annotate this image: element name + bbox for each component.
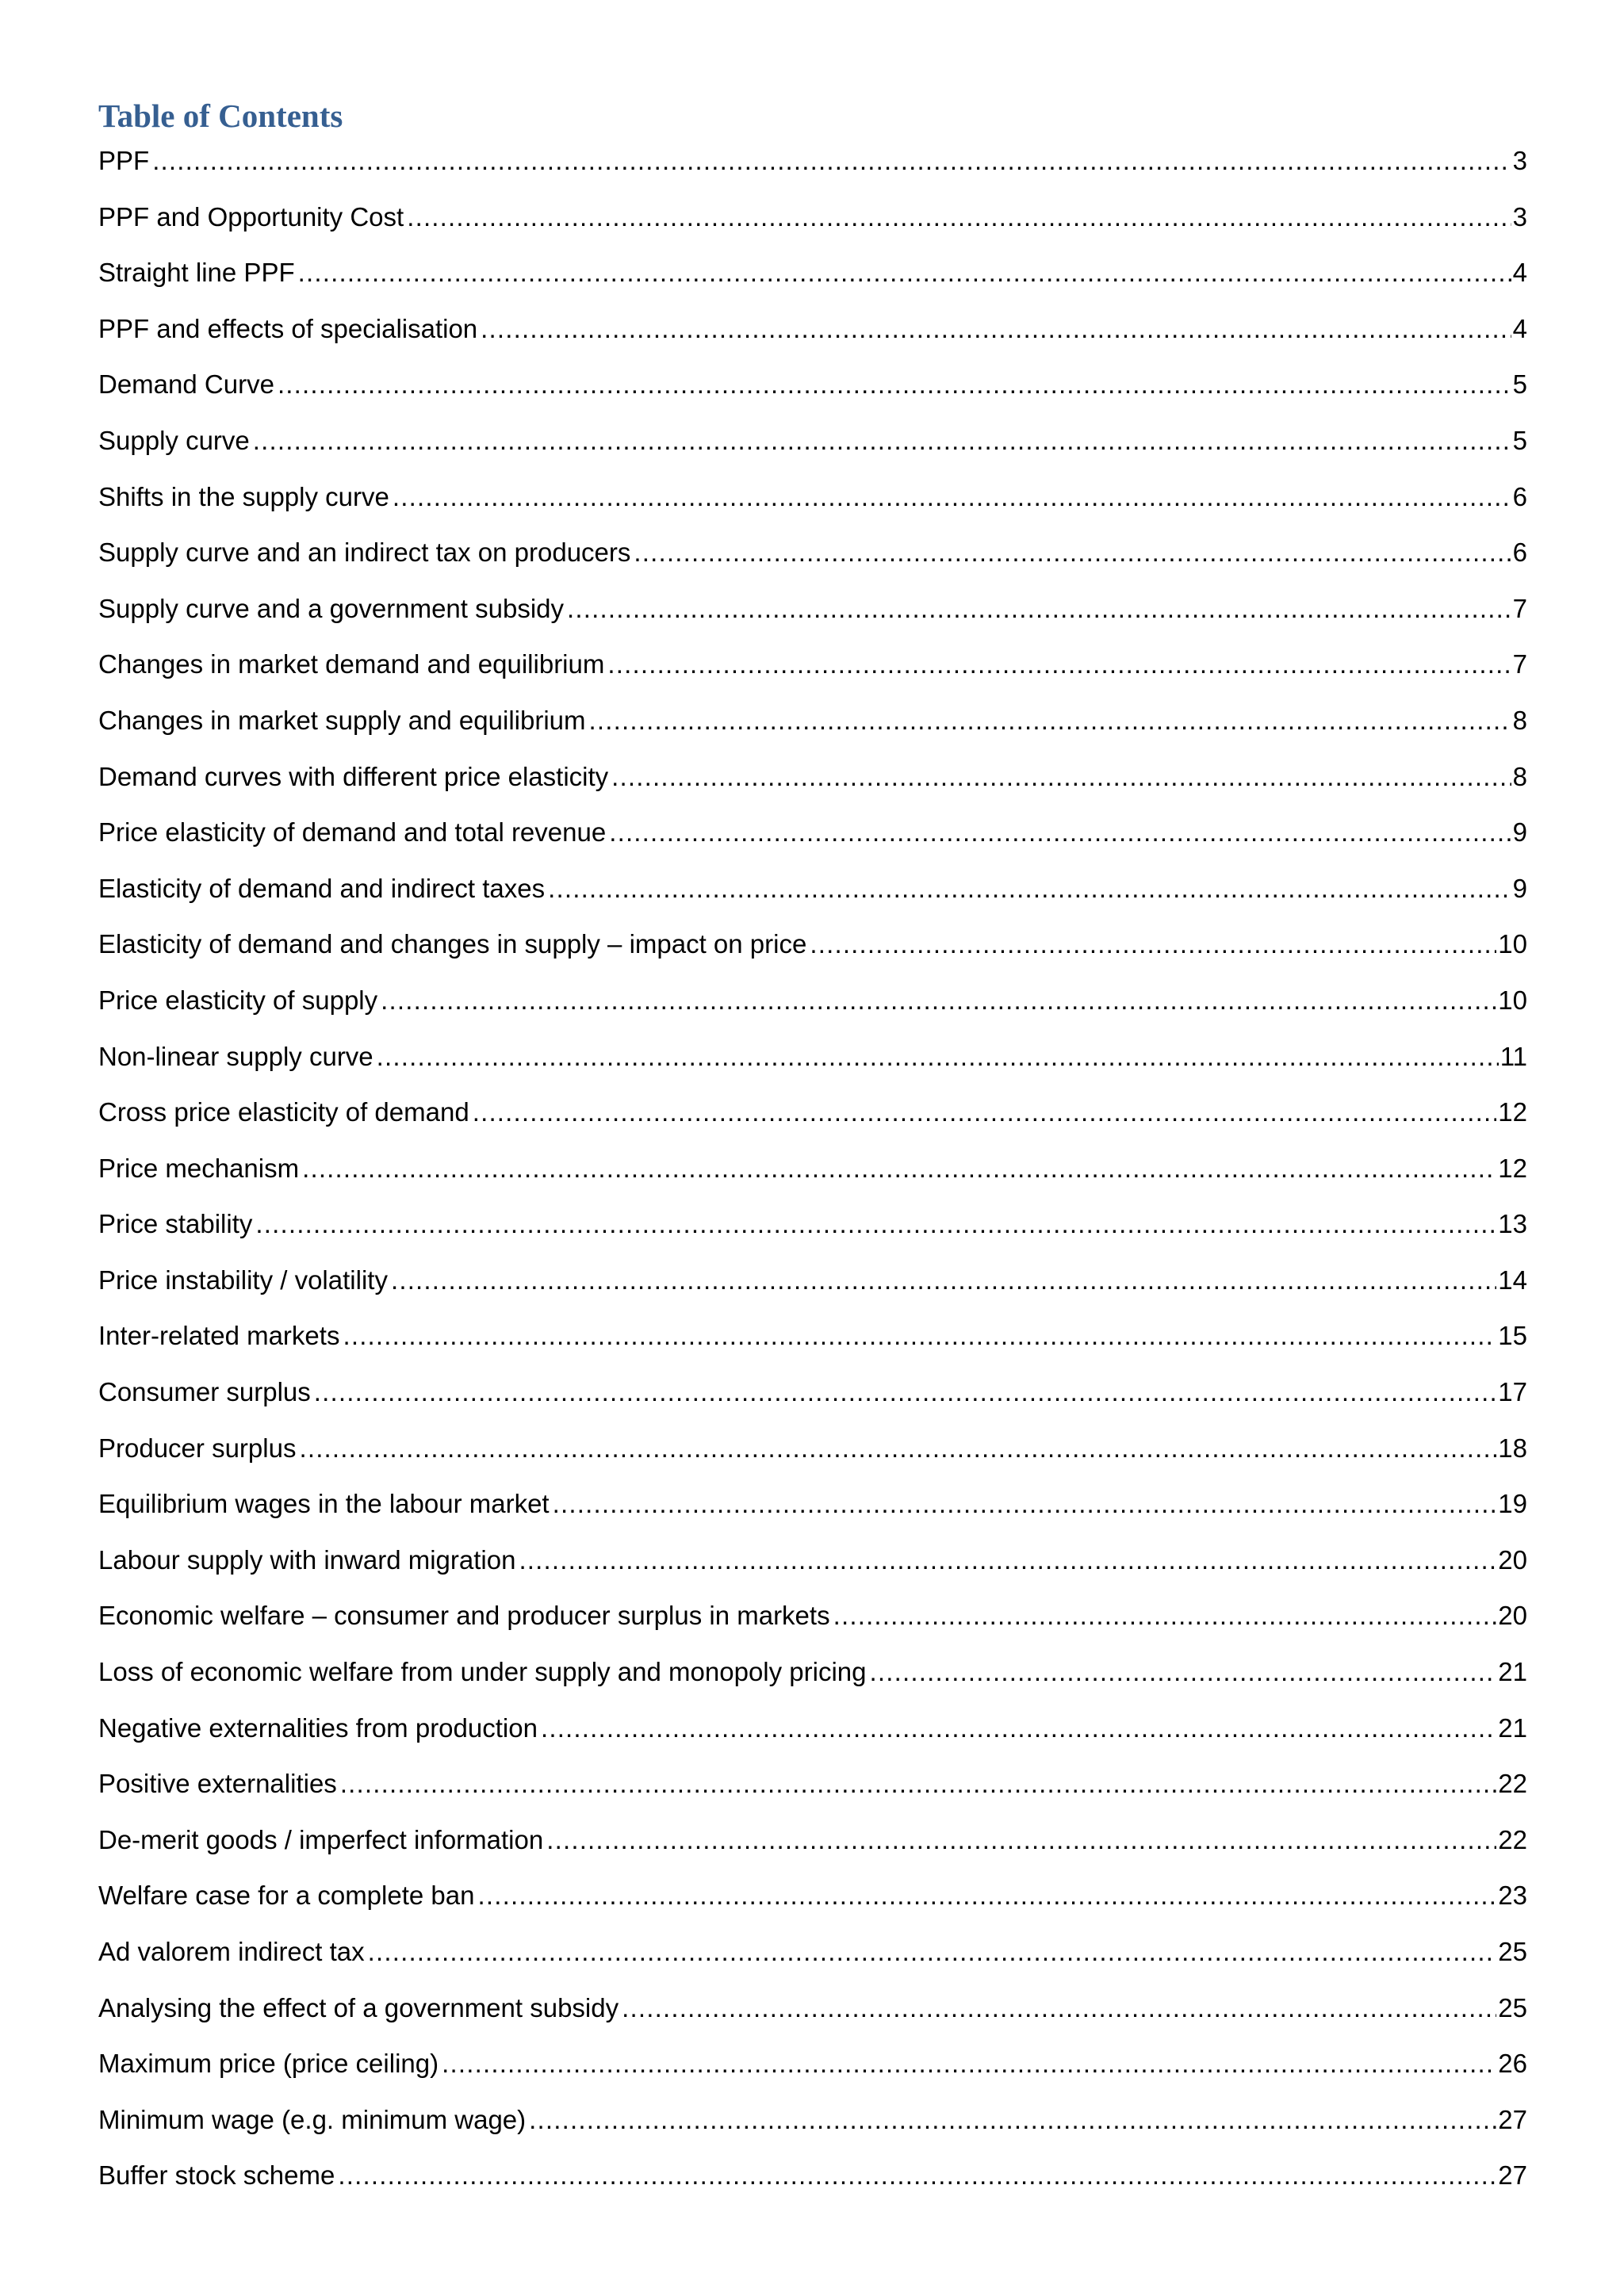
toc-entry[interactable] — [98, 1980, 1527, 2037]
toc-entry[interactable] — [98, 693, 1527, 749]
toc-dot-leader — [529, 2092, 1496, 2149]
toc-entry-label[interactable]: Negative externalities from production — [98, 1712, 538, 1743]
toc-entry-page-number[interactable]: 12 — [1498, 1097, 1527, 1127]
toc-entry-label[interactable]: Ad valorem indirect tax — [98, 1937, 365, 1966]
toc-entry[interactable] — [98, 1421, 1527, 1477]
toc-dot-leader — [870, 1644, 1497, 1701]
toc-entry-label[interactable]: Consumer surplus — [98, 1377, 311, 1407]
toc-entry[interactable] — [98, 1868, 1527, 1924]
toc-entry-page-number[interactable]: 6 — [1512, 481, 1527, 511]
toc-entry-page-number[interactable]: 14 — [1498, 1265, 1527, 1295]
toc-entry-page-number[interactable]: 26 — [1498, 2049, 1527, 2079]
toc-entry-page-number[interactable]: 4 — [1512, 258, 1527, 288]
toc-entry[interactable] — [98, 1085, 1527, 1141]
toc-dot-leader — [553, 1476, 1497, 1533]
toc-entry-label[interactable]: Price elasticity of demand and total revenue — [98, 817, 607, 848]
toc-entry-page-number[interactable]: 6 — [1512, 538, 1527, 568]
toc-list — [98, 133, 1527, 2204]
toc-entry-page-number[interactable]: 4 — [1512, 313, 1527, 343]
toc-entry-label[interactable]: Non-linear supply curve — [98, 1041, 373, 1071]
toc-entry[interactable] — [98, 357, 1527, 413]
toc-entry[interactable] — [98, 581, 1527, 637]
toc-dot-leader — [481, 301, 1511, 358]
toc-entry-label[interactable]: Cross price elasticity of demand — [98, 1097, 469, 1127]
toc-entry-page-number[interactable]: 8 — [1512, 705, 1527, 735]
toc-entry-label[interactable]: Minimum wage (e.g. minimum wage) — [98, 2104, 527, 2134]
toc-entry-label[interactable]: Elasticity of demand and indirect taxes — [98, 873, 546, 903]
toc-entry[interactable] — [98, 301, 1527, 358]
toc-entry-label[interactable]: Elasticity of demand and changes in supply – impact on price — [98, 929, 807, 959]
toc-dot-leader — [407, 189, 1511, 246]
toc-entry-page-number[interactable]: 3 — [1512, 146, 1527, 175]
toc-dot-leader — [833, 1588, 1497, 1644]
toc-entry[interactable] — [98, 133, 1527, 189]
toc-entry[interactable] — [98, 1588, 1527, 1644]
toc-dot-leader — [477, 1868, 1496, 1924]
toc-entry-page-number[interactable]: 10 — [1498, 985, 1527, 1015]
toc-entry-label[interactable]: Price mechanism — [98, 1153, 300, 1183]
toc-dot-leader — [302, 1141, 1496, 1197]
toc-entry-page-number[interactable]: 10 — [1498, 929, 1527, 959]
toc-entry-page-number[interactable]: 17 — [1498, 1377, 1527, 1407]
toc-entry[interactable] — [98, 1812, 1527, 1869]
toc-entry-page-number[interactable]: 22 — [1498, 1824, 1527, 1854]
toc-dot-leader — [393, 469, 1511, 526]
toc-entry-label[interactable]: Maximum price (price ceiling) — [98, 2049, 439, 2079]
toc-entry-page-number[interactable]: 5 — [1512, 369, 1527, 400]
toc-entry-page-number[interactable]: 13 — [1498, 1209, 1527, 1239]
toc-entry-label[interactable]: De-merit goods / imperfect information — [98, 1824, 544, 1854]
toc-dot-leader — [634, 525, 1511, 581]
toc-title: Table of Contents — [98, 98, 343, 134]
toc-dot-leader — [473, 1085, 1497, 1141]
toc-dot-leader — [338, 2148, 1496, 2204]
toc-entry-label[interactable]: Price stability — [98, 1209, 253, 1239]
toc-dot-leader — [299, 1421, 1496, 1477]
toc-entry[interactable] — [98, 973, 1527, 1029]
toc-entry[interactable] — [98, 861, 1527, 917]
toc-entry-label[interactable]: Supply curve and an indirect tax on producers — [98, 538, 631, 568]
toc-entry[interactable] — [98, 1533, 1527, 1589]
toc-dot-leader — [152, 133, 1511, 189]
toc-dot-leader — [810, 916, 1496, 973]
toc-entry[interactable] — [98, 1308, 1527, 1364]
toc-entry[interactable] — [98, 749, 1527, 806]
toc-entry-page-number[interactable]: 8 — [1512, 761, 1527, 791]
toc-entry[interactable] — [98, 1701, 1527, 1757]
toc-entry[interactable] — [98, 1756, 1527, 1812]
toc-entry-page-number[interactable]: 20 — [1498, 1601, 1527, 1631]
toc-dot-leader — [548, 861, 1511, 917]
toc-entry-page-number[interactable]: 5 — [1512, 425, 1527, 455]
toc-entry[interactable] — [98, 245, 1527, 301]
toc-dot-leader — [589, 693, 1511, 749]
toc-entry-page-number[interactable]: 11 — [1500, 1041, 1527, 1071]
toc-entry-label[interactable]: Price instability / volatility — [98, 1265, 388, 1295]
toc-entry[interactable] — [98, 1364, 1527, 1421]
toc-entry-label[interactable]: Welfare case for a complete ban — [98, 1881, 475, 1911]
toc-dot-leader — [255, 1196, 1496, 1253]
toc-entry-page-number[interactable]: 25 — [1498, 1992, 1527, 2022]
toc-entry-label[interactable]: PPF and effects of specialisation — [98, 313, 478, 343]
toc-entry[interactable] — [98, 1253, 1527, 1309]
toc-entry-page-number[interactable]: 19 — [1498, 1489, 1527, 1519]
toc-entry[interactable] — [98, 525, 1527, 581]
toc-dot-leader — [381, 973, 1496, 1029]
toc-dot-leader — [340, 1756, 1496, 1812]
toc-entry-page-number[interactable]: 27 — [1498, 2160, 1527, 2191]
toc-dot-leader — [253, 413, 1511, 469]
toc-entry-page-number[interactable]: 9 — [1512, 873, 1527, 903]
toc-entry-label[interactable]: Analysing the effect of a government subsidy — [98, 1992, 619, 2022]
toc-dot-leader — [609, 805, 1511, 861]
toc-entry-label[interactable]: Straight line PPF — [98, 258, 295, 288]
toc-dot-leader — [278, 357, 1511, 413]
toc-entry[interactable] — [98, 2036, 1527, 2092]
toc-entry-page-number[interactable]: 3 — [1512, 201, 1527, 232]
toc-entry[interactable] — [98, 1644, 1527, 1701]
toc-dot-leader — [298, 245, 1511, 301]
toc-entry[interactable] — [98, 1029, 1527, 1085]
toc-entry-label[interactable]: Shifts in the supply curve — [98, 481, 389, 511]
toc-entry-page-number[interactable]: 12 — [1498, 1153, 1527, 1183]
toc-entry[interactable] — [98, 189, 1527, 246]
toc-entry-label[interactable]: Supply curve and a government subsidy — [98, 593, 565, 623]
toc-entry-page-number[interactable]: 21 — [1498, 1712, 1527, 1743]
toc-dot-leader — [607, 637, 1511, 693]
toc-entry-label[interactable]: Price elasticity of supply — [98, 985, 378, 1015]
toc-entry[interactable] — [98, 1476, 1527, 1533]
toc-entry[interactable] — [98, 469, 1527, 526]
toc-entry-page-number[interactable]: 9 — [1512, 817, 1527, 848]
toc-entry-label[interactable]: Producer surplus — [98, 1433, 297, 1463]
toc-entry-label[interactable]: Positive externalities — [98, 1769, 337, 1799]
toc-dot-leader — [391, 1253, 1496, 1309]
toc-entry[interactable] — [98, 1141, 1527, 1197]
toc-entry-label[interactable]: Labour supply with inward migration — [98, 1544, 516, 1575]
toc-entry-label[interactable]: Changes in market supply and equilibrium — [98, 705, 586, 735]
toc-dot-leader — [611, 749, 1511, 806]
toc-entry[interactable] — [98, 2092, 1527, 2149]
toc-entry-page-number[interactable]: 22 — [1498, 1769, 1527, 1799]
toc-dot-leader — [377, 1029, 1499, 1085]
toc-entry-label[interactable]: Changes in market demand and equilibrium — [98, 649, 605, 679]
toc-entry-label[interactable]: Supply curve — [98, 425, 250, 455]
toc-entry-page-number[interactable]: 7 — [1512, 593, 1527, 623]
toc-entry[interactable] — [98, 2148, 1527, 2204]
toc-entry-label[interactable]: PPF and Opportunity Cost — [98, 201, 404, 232]
toc-dot-leader — [314, 1364, 1497, 1421]
toc-entry[interactable] — [98, 637, 1527, 693]
toc-entry[interactable] — [98, 413, 1527, 469]
toc-dot-leader — [622, 1980, 1496, 2037]
toc-dot-leader — [343, 1308, 1496, 1364]
toc-entry-page-number[interactable]: 25 — [1498, 1937, 1527, 1966]
toc-entry-label[interactable]: Inter-related markets — [98, 1321, 340, 1351]
toc-entry-page-number[interactable]: 7 — [1512, 649, 1527, 679]
toc-entry-label[interactable]: PPF — [98, 146, 150, 175]
toc-entry-page-number[interactable]: 27 — [1498, 2104, 1527, 2134]
toc-entry-label[interactable]: Demand curves with different price elasticity — [98, 761, 609, 791]
toc-entry-label[interactable]: Equilibrium wages in the labour market — [98, 1489, 550, 1519]
toc-dot-leader — [567, 581, 1511, 637]
toc-dot-leader — [519, 1533, 1496, 1589]
toc-dot-leader — [368, 1924, 1497, 1980]
toc-entry-label[interactable]: Demand Curve — [98, 369, 274, 400]
toc-entry-label[interactable]: Loss of economic welfare from under supply and monopoly pricing — [98, 1657, 867, 1687]
toc-entry-page-number[interactable]: 23 — [1498, 1881, 1527, 1911]
toc-dot-leader — [442, 2036, 1496, 2092]
toc-dot-leader — [546, 1812, 1496, 1869]
toc-dot-leader — [541, 1701, 1496, 1757]
toc-entry-page-number[interactable]: 18 — [1498, 1433, 1527, 1463]
toc-entry[interactable] — [98, 1196, 1527, 1253]
toc-entry-page-number[interactable]: 15 — [1498, 1321, 1527, 1351]
toc-entry[interactable] — [98, 1924, 1527, 1980]
toc-entry-label[interactable]: Buffer stock scheme — [98, 2160, 335, 2191]
toc-entry-page-number[interactable]: 20 — [1498, 1544, 1527, 1575]
toc-entry-page-number[interactable]: 21 — [1498, 1657, 1527, 1687]
toc-entry[interactable] — [98, 916, 1527, 973]
toc-entry[interactable] — [98, 805, 1527, 861]
toc-entry-label[interactable]: Economic welfare – consumer and producer surplus in markets — [98, 1601, 830, 1631]
